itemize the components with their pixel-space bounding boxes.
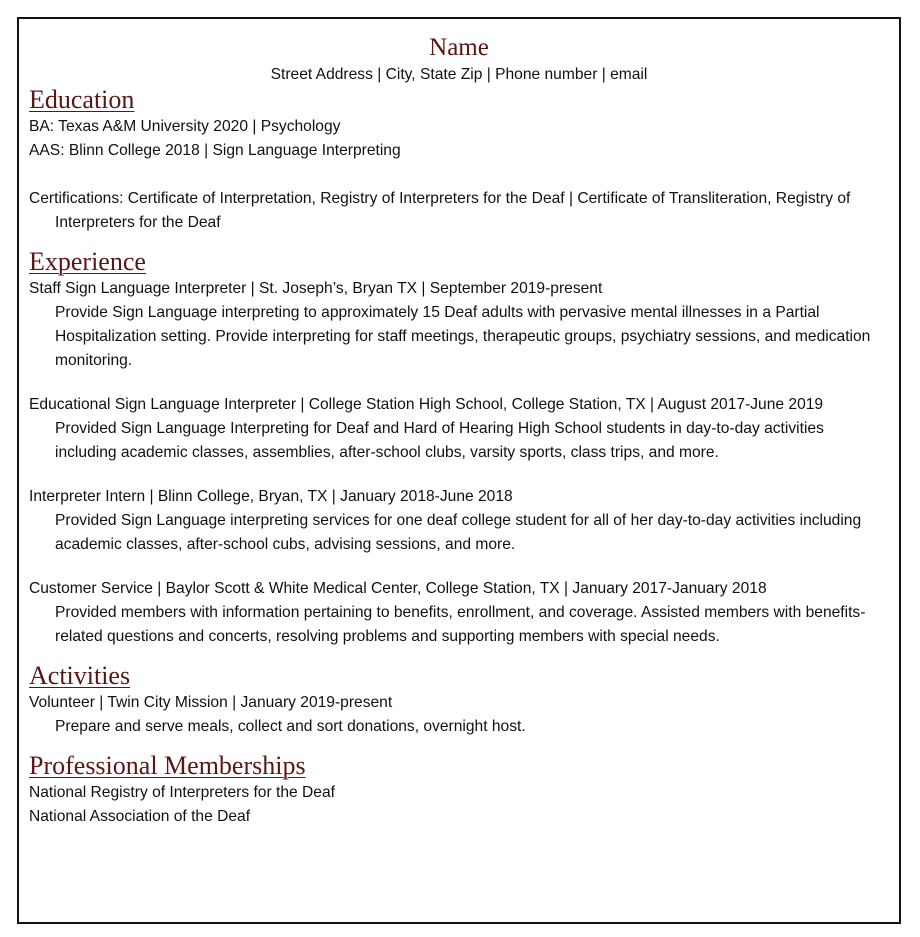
experience-job-2 [29, 393, 889, 465]
job-description: Provide Sign Language interpreting to approximately 15 Deaf adults with pervasive mental illnesses in a Partial Hospitalization setting. Provide interpreting for staff meetings, therapeutic groups, psychiatry sessions, and medication monitoring. [55, 304, 871, 369]
education-heading: Education [29, 85, 135, 114]
job-title: Customer Service | Baylor Scott & White Medical Center, College Station, TX | January 2017-January 2018 [29, 580, 767, 597]
job-description: Provided Sign Language Interpreting for Deaf and Hard of Hearing High School students in day-to-day activities including academic classes, assemblies, after-school clubs, varsity sports, class trips, and more. [55, 420, 824, 461]
job-title: Interpreter Intern | Blinn College, Bryan, TX | January 2018-June 2018 [29, 488, 513, 505]
resume-content [29, 29, 889, 829]
membership-item-2: National Association of the Deaf [29, 808, 251, 825]
job-description: Provided members with information pertaining to benefits, enrollment, and coverage. Assisted members with benefits-related questions and concerts, resolving problems and supporting members with special needs. [55, 604, 866, 645]
job-title: Educational Sign Language Interpreter | College Station High School, College Station, TX | August 2017-June 2019 [29, 396, 824, 413]
memberships-heading: Professional Memberships [29, 751, 306, 780]
education-degree-1: BA: Texas A&M University 2020 | Psychology [29, 118, 341, 135]
contact-line: Street Address | City, State Zip | Phone number | email [270, 66, 648, 83]
activity-title: Volunteer | Twin City Mission | January 2019-present [29, 694, 393, 711]
experience-heading: Experience [29, 247, 146, 276]
experience-job-4 [29, 577, 889, 649]
experience-job-3 [29, 485, 889, 557]
resume-page [17, 17, 901, 924]
applicant-name: Name [429, 34, 489, 61]
activities-heading: Activities [29, 661, 131, 690]
certifications: Certifications: Certificate of Interpretation, Registry of Interpreters for the Deaf | Certificate of Transliteration, Registry of Interpreters for the Deaf [29, 190, 851, 231]
experience-job-1 [29, 277, 889, 373]
job-description: Provided Sign Language interpreting services for one deaf college student for all of her day-to-day activities including academic classes, after-school cubs, advising sessions, and more. [55, 512, 862, 553]
job-title: Staff Sign Language Interpreter | St. Joseph’s, Bryan TX | September 2019-present [29, 280, 603, 297]
activity-description: Prepare and serve meals, collect and sort donations, overnight host. [55, 718, 526, 735]
membership-item-1: National Registry of Interpreters for the Deaf [29, 784, 335, 801]
education-degree-2: AAS: Blinn College 2018 | Sign Language Interpreting [29, 142, 401, 159]
